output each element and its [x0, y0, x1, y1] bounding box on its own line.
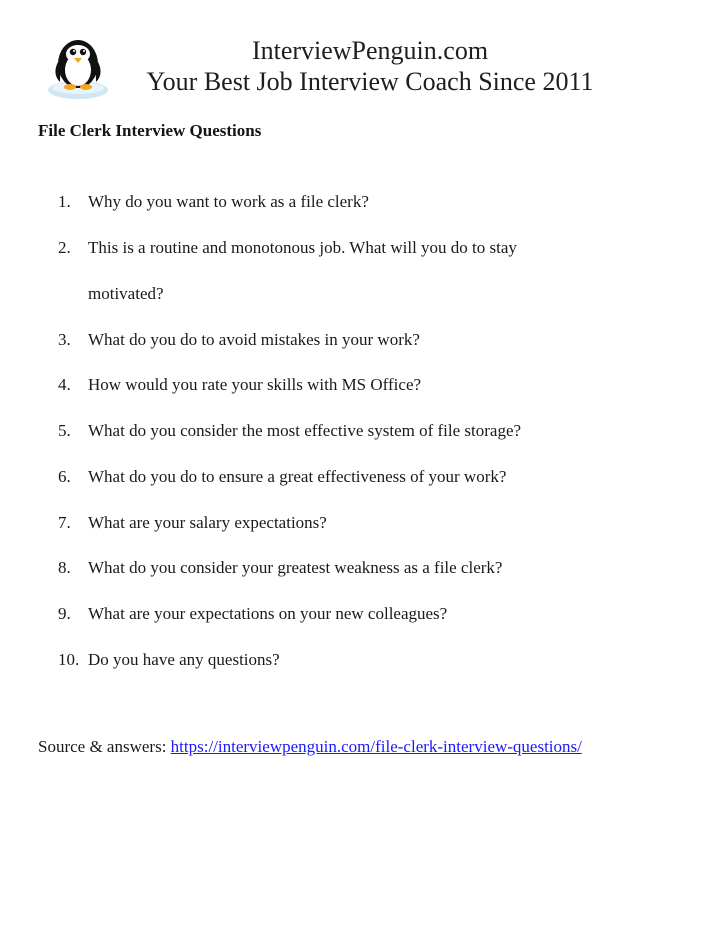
page-title: File Clerk Interview Questions	[38, 121, 262, 140]
question-text: What are your expectations on your new colleagues?	[88, 604, 448, 623]
question-text: Do you have any questions?	[88, 650, 280, 669]
question-number: 1.	[58, 192, 71, 211]
question-text: What do you consider the most effective system of file storage?	[88, 421, 522, 440]
question-text: What do you consider your greatest weakness as a file clerk?	[88, 558, 503, 577]
question-text: How would you rate your skills with MS Office?	[88, 375, 422, 394]
question-text: What are your salary expectations?	[88, 513, 327, 532]
source-line	[38, 736, 582, 758]
penguin-icon	[36, 30, 120, 102]
source-label: Source & answers:	[38, 737, 167, 756]
question-text: This is a routine and monotonous job. What will you do to stay	[88, 238, 517, 257]
question-text-continuation: motivated?	[88, 284, 164, 303]
question-number: 6.	[58, 467, 71, 486]
question-text: What do you do to ensure a great effectiveness of your work?	[88, 467, 507, 486]
question-number: 3.	[58, 330, 71, 349]
question-number: 7.	[58, 513, 71, 532]
question-text: What do you do to avoid mistakes in your work?	[88, 330, 420, 349]
question-number: 2.	[58, 238, 71, 257]
question-text: Why do you want to work as a file clerk?	[88, 192, 369, 211]
tagline: Your Best Job Interview Coach Since 2011	[146, 67, 594, 96]
question-number: 5.	[58, 421, 71, 440]
site-header	[110, 36, 630, 98]
question-number: 4.	[58, 375, 71, 394]
question-number: 8.	[58, 558, 71, 577]
source-link[interactable]: https://interviewpenguin.com/file-clerk-interview-questions/	[170, 737, 582, 756]
question-number: 9.	[58, 604, 71, 623]
site-name: InterviewPenguin.com	[251, 36, 489, 65]
question-number: 10.	[58, 650, 80, 669]
